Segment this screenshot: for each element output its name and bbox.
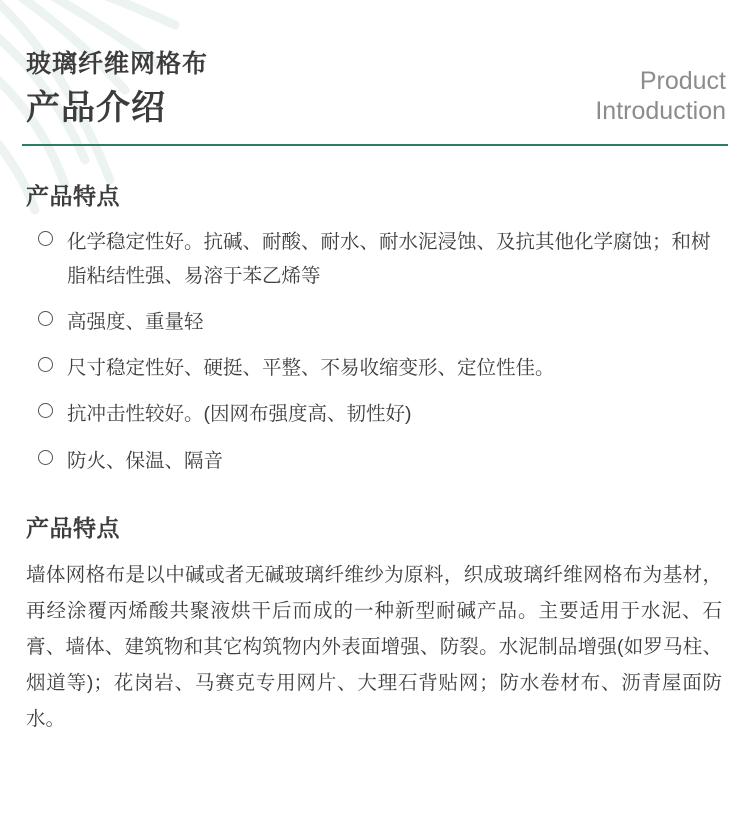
circle-bullet-icon: [38, 450, 53, 465]
document-header: [22, 0, 728, 146]
list-item-text: 抗冲击性较好。(因网布强度高、韧性好): [67, 403, 412, 426]
header-title-group: [22, 48, 208, 130]
section-description: [22, 510, 728, 737]
description-paragraph: 墙体网格布是以中碱或者无碱玻璃纤维纱为原料，织成玻璃纤维网格布为基材，再经涂覆丙烯酸共聚液烘干后而成的一种新型耐碱产品。主要适用于水泥、石膏、墙体、建筑物和其它构筑物内外表面增强、防裂。水泥制品增强(如罗马柱、烟道等)；花岗岩、马赛克专用网片、大理石背贴网；防水卷材布、沥青屋面防水。: [26, 563, 722, 730]
list-item: [38, 225, 718, 293]
list-item: [38, 305, 718, 339]
list-item-text: 防火、保温、隔音: [67, 449, 224, 472]
header-english-line1: Product: [639, 66, 726, 95]
list-item: [38, 444, 718, 478]
section-features: [22, 178, 728, 478]
list-item: [38, 351, 718, 385]
page-subtitle: 玻璃纤维网格布: [26, 50, 209, 78]
page-title: 产品介绍: [26, 88, 166, 127]
list-item-text: 高强度、重量轻: [67, 311, 204, 334]
list-item-text: 尺寸稳定性好、硬挺、平整、不易收缩变形、定位性佳。: [67, 357, 555, 380]
feature-list: [26, 225, 728, 478]
circle-bullet-icon: [38, 231, 53, 246]
circle-bullet-icon: [38, 311, 53, 326]
list-item-text: 化学稳定性好。抗碱、耐酸、耐水、耐水泥浸蚀、及抗其他化学腐蚀；和树脂粘结性强、易溶于苯乙烯等: [67, 230, 711, 288]
section-features-heading: 产品特点: [26, 182, 120, 209]
header-english-line2: Introduction: [595, 96, 726, 125]
header-title-english: [595, 66, 728, 130]
section-description-heading: 产品特点: [26, 514, 120, 541]
list-item: [38, 397, 718, 431]
circle-bullet-icon: [38, 403, 53, 418]
circle-bullet-icon: [38, 357, 53, 372]
